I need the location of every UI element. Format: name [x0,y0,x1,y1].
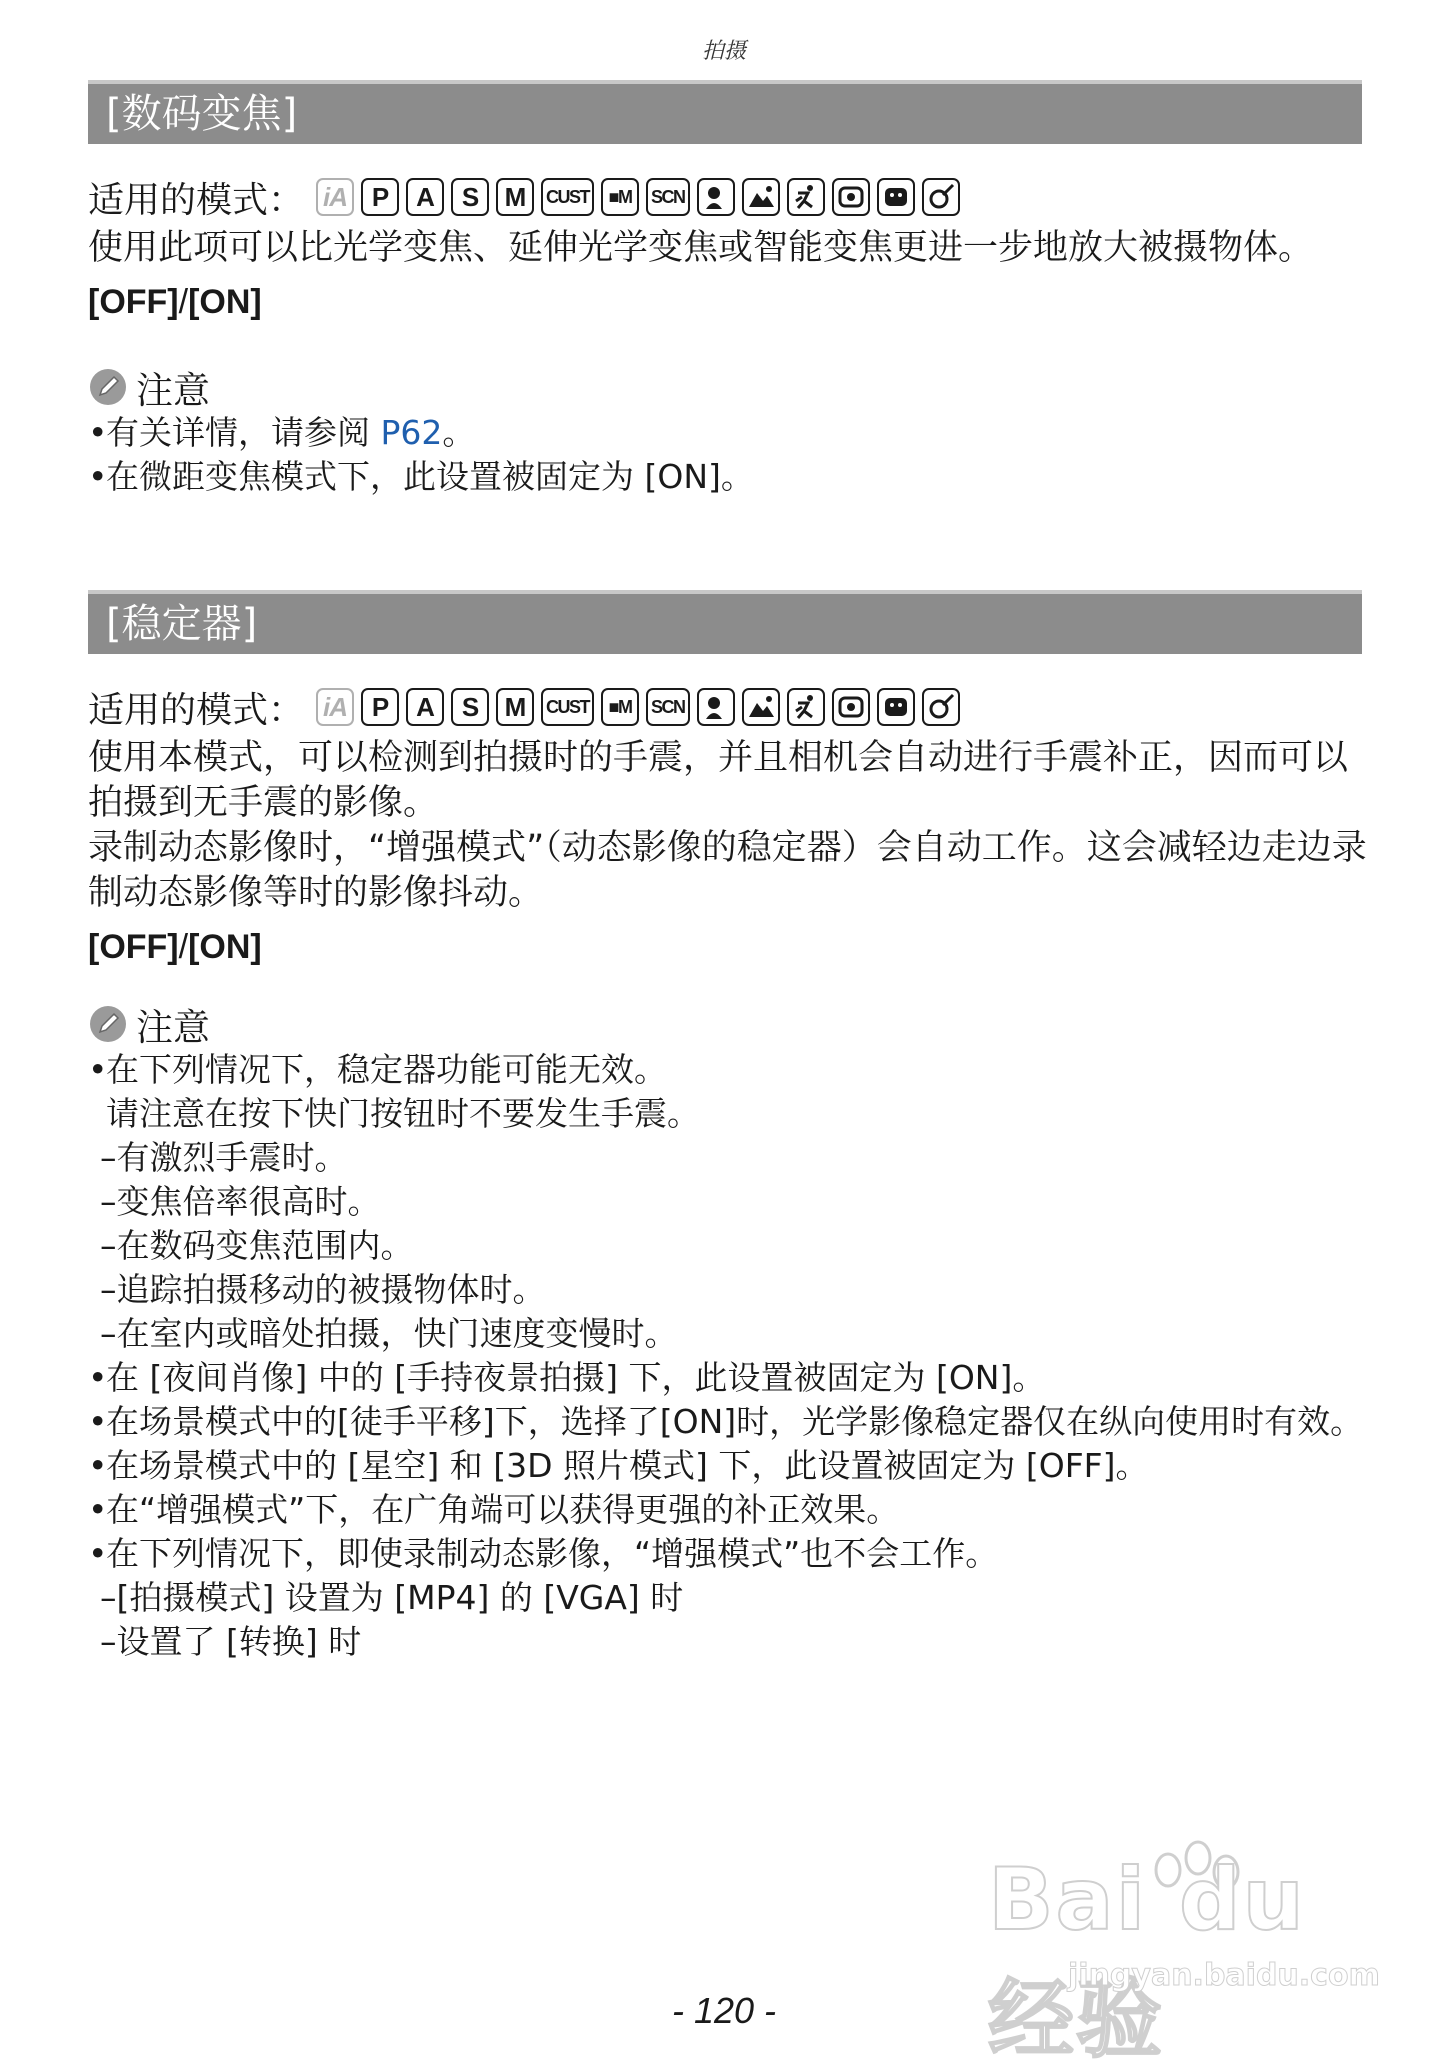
digital-zoom-section [88,168,1368,499]
mode-icon-group [316,688,967,726]
sub-list-item: –变焦倍率很高时。 [100,1182,381,1221]
baby-mode-icon [832,178,870,216]
watermark-brand: Bai du 经验 [988,1850,1306,2060]
digital-zoom-description: 使用此项可以比光学变焦、延伸光学变焦或智能变焦更进一步地放大被摄物体。 [88,228,1314,268]
list-item: • 在场景模式中的[徒手平移]下，选择了[ON]时，光学影像稳定器仅在纵向使用时有效。 [88,1402,1364,1441]
creative-movie-mode-icon: ■ M [601,178,639,216]
sub-list-item: –设置了 [转换] 时 [100,1622,362,1661]
stabilizer-movie-description: 录制动态影像时，“增强模式”（动态影像的稳定器）会自动工作。这会减轻边走边录制动态影像等时的影像抖动。 [88,828,1367,913]
list-item: • 在下列情况下，稳定器功能可能无效。 [88,1050,667,1089]
page-number: - 120 - [671,1990,777,2031]
manual-mode-icon: M [496,178,534,216]
list-item: • 在场景模式中的 [星空] 和 [3D 照片模式] 下，此设置被固定为 [OFF]。 [88,1446,1149,1485]
list-item: • 在微距变焦模式下，此设置被固定为 [ON]。 [88,457,754,496]
mode-icon-group [316,178,967,216]
food-mode-icon [922,688,960,726]
sub-list-item: –在数码变焦范围内。 [100,1226,414,1265]
sports-mode-icon [787,178,825,216]
list-item-continuation: 请注意在按下快门按钮时不要发生手震。 [106,1094,700,1133]
list-item: • 在“增强模式”下，在广角端可以获得更强的补正效果。 [88,1490,900,1529]
shutter-priority-mode-icon: S [451,688,489,726]
baidu-jingyan-watermark [988,1840,1408,2060]
custom-mode-icon: CUST [541,688,594,726]
portrait-mode-icon [697,688,735,726]
food-mode-icon [922,178,960,216]
list-item: • 在下列情况下，即使录制动态影像，“增强模式”也不会工作。 [88,1534,999,1573]
note-heading: 注意 [88,363,1368,411]
intelligent-auto-mode-icon: iA [316,688,354,726]
stabilizer-options: [OFF]/[ON] [88,928,262,966]
digital-zoom-notes [88,411,1368,499]
sports-mode-icon [787,688,825,726]
stabilizer-notes-section [88,1000,1368,1664]
manual-mode-icon: M [496,688,534,726]
sub-list-item: –[拍摄模式] 设置为 [MP4] 的 [VGA] 时 [100,1578,684,1617]
creative-movie-mode-icon: ■ M [601,688,639,726]
sub-list-item: –追踪拍摄移动的被摄物体时。 [100,1270,546,1309]
scenery-mode-icon [742,178,780,216]
note-heading: 注意 [88,1000,1368,1048]
pencil-note-icon [88,1004,128,1044]
running-header: 拍摄 [701,39,746,64]
section-title-stabilizer: [稳定器] [88,590,1362,654]
pencil-note-icon [88,367,128,407]
page-link-p62[interactable]: P62 [380,413,443,452]
program-mode-icon: P [361,178,399,216]
list-item: • 有关详情，请参阅 P62。 [88,413,476,452]
stabilizer-section [88,678,1368,970]
section-title-digital-zoom: [数码变焦] [88,80,1362,144]
stabilizer-notes [88,1048,1368,1664]
shutter-priority-mode-icon: S [451,178,489,216]
custom-mode-icon: CUST [541,178,594,216]
scene-mode-icon: SCN [646,178,690,216]
applicable-modes-label: 适用的模式： [88,689,305,731]
sub-list-item: –在室内或暗处拍摄，快门速度变慢时。 [100,1314,678,1353]
baby-mode-icon [832,688,870,726]
applicable-modes-label: 适用的模式： [88,179,305,221]
aperture-priority-mode-icon: A [406,178,444,216]
intelligent-auto-mode-icon: iA [316,178,354,216]
digital-zoom-options: [OFF]/[ON] [88,283,262,321]
applicable-modes-row [88,678,1368,736]
stabilizer-description: 使用本模式，可以检测到拍摄时的手震，并且相机会自动进行手震补正，因而可以拍摄到无手震的影像。 [88,738,1349,823]
watermark-url: jingyan.baidu.com [1068,1958,1380,1993]
pet-mode-icon [877,178,915,216]
scene-mode-icon: SCN [646,688,690,726]
list-item: • 在 [夜间肖像] 中的 [手持夜景拍摄] 下，此设置被固定为 [ON]。 [88,1358,1046,1397]
applicable-modes-row [88,168,1368,226]
aperture-priority-mode-icon: A [406,688,444,726]
sub-list-item: –有激烈手震时。 [100,1138,348,1177]
portrait-mode-icon [697,178,735,216]
program-mode-icon: P [361,688,399,726]
scenery-mode-icon [742,688,780,726]
pet-mode-icon [877,688,915,726]
